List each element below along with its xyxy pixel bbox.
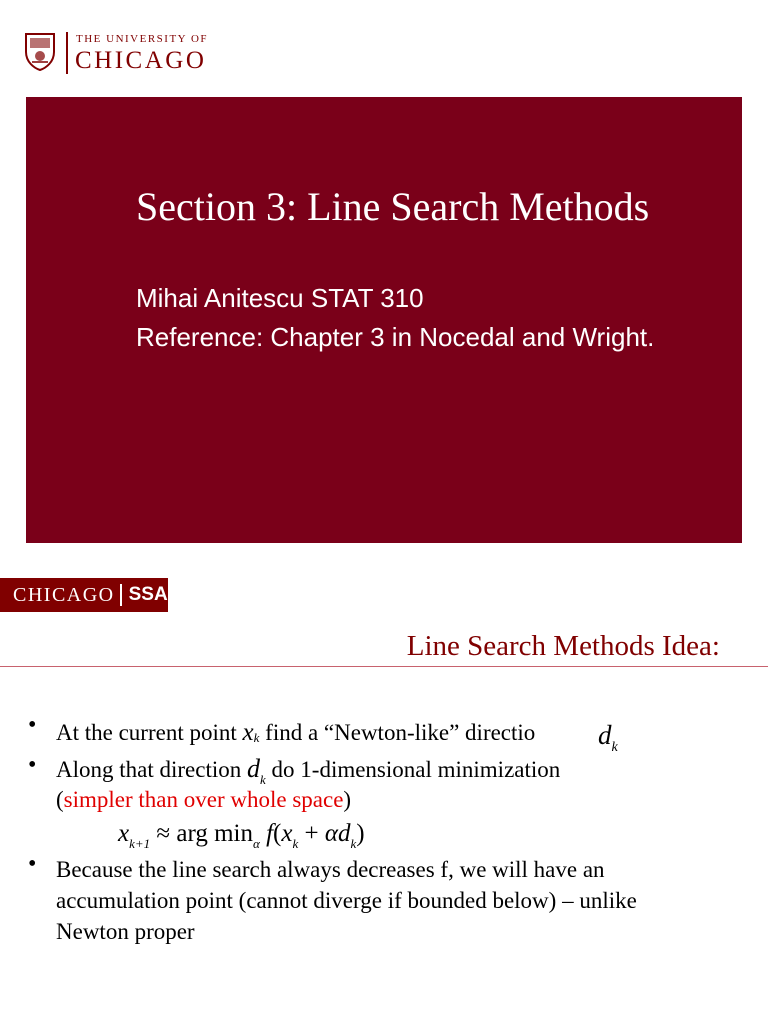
direction-d-sub: k	[611, 740, 618, 755]
formula-lhs: x	[118, 820, 130, 847]
bullet-1	[56, 717, 535, 751]
chicago-ssa-badge	[0, 578, 168, 612]
slide-title: Section 3: Line Search Methods	[136, 184, 650, 229]
bullet-1-var-sub: k	[253, 730, 260, 745]
formula-min-sub: α	[253, 836, 260, 851]
bullet-3-line-2: accumulation point (cannot diverge if bounded below) – unlike	[56, 888, 637, 913]
bullet-2-text-a: Along that direction	[56, 757, 242, 782]
bullet-marker-1: •	[28, 712, 37, 738]
slide2-title: Line Search Methods Idea:	[406, 630, 720, 662]
direction-d: d	[598, 720, 612, 750]
bullet-1-text-a: At the current point	[56, 720, 237, 745]
shield-icon	[24, 32, 56, 72]
university-name: CHICAGO	[75, 47, 207, 74]
bullet-2-line-2	[56, 784, 351, 815]
paren-open: (	[56, 787, 64, 812]
bullet-marker-3: •	[28, 851, 37, 877]
update-formula	[118, 820, 365, 851]
bullet-1-direction-var	[598, 720, 618, 755]
simpler-note: simpler than over whole space	[63, 787, 344, 812]
bullet-2-text-b: do 1-dimensional minimization	[271, 757, 561, 782]
formula-func: f	[266, 820, 274, 847]
bullet-2-var: d	[247, 754, 260, 783]
badge-chicago-text: CHICAGO	[13, 583, 115, 606]
paren-close: )	[343, 787, 352, 812]
title-rule	[0, 666, 768, 667]
reference-line: Reference: Chapter 3 in Nocedal and Wright.	[136, 322, 655, 352]
formula-d-sub: k	[350, 836, 357, 851]
formula-close: )	[356, 820, 365, 847]
title-slide	[26, 97, 742, 543]
badge-ssa-text: SSA	[128, 584, 168, 605]
formula-alpha-d: αd	[324, 820, 351, 847]
badge-divider	[120, 584, 122, 606]
bullet-1-text-b: find a “Newton-like” directio	[265, 720, 536, 745]
bullet-1-var: x	[242, 719, 254, 746]
formula-lhs-sub: k+1	[129, 836, 151, 851]
formula-x: x	[281, 820, 293, 847]
formula-argmin: ≈ arg min	[156, 820, 253, 847]
university-top-text: THE UNIVERSITY OF	[76, 33, 209, 45]
bullet-3-line-3: Newton proper	[56, 919, 195, 944]
bullet-3-line-1: Because the line search always decreases f, we will have an	[56, 857, 605, 882]
formula-plus: +	[304, 820, 319, 847]
author-line: Mihai Anitescu STAT 310	[136, 283, 424, 313]
formula-x-sub: k	[292, 836, 299, 851]
formula-open: (	[273, 820, 282, 847]
logo-divider	[66, 32, 68, 74]
bullet-marker-2: •	[28, 752, 37, 778]
bullet-2-var-sub: k	[260, 772, 266, 787]
bullet-2-line-1	[56, 753, 560, 788]
